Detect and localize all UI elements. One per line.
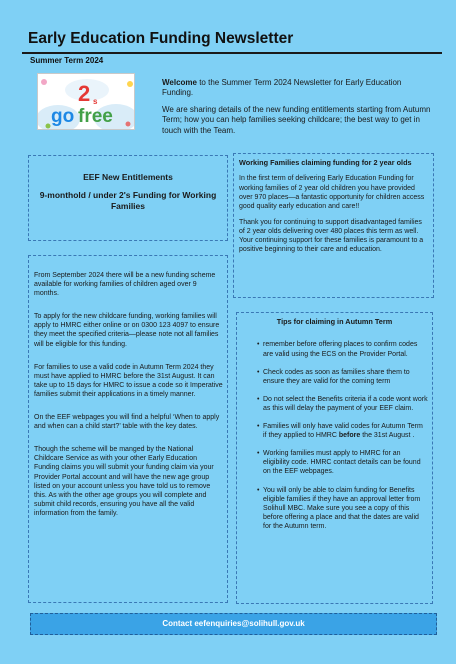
welcome-text: to the Summer Term 2024 Newsletter for Early Education Funding.: [162, 78, 402, 98]
working-families-para-2: Thank you for continuing to support disadvantaged families of 2 year olds delivering over 480 places this term as well. Your continuing support for these families is paramount to a positive beginning to their care and education.: [239, 218, 424, 254]
tip-text: Check codes as soon as families share them to ensure they are valid for the coming term: [263, 368, 410, 385]
newsletter-title: Early Education Funding Newsletter: [28, 30, 294, 47]
bullet-icon: •: [257, 486, 260, 494]
logo-suffix: s: [93, 97, 98, 106]
working-families-box: [233, 153, 434, 298]
bullet-icon: •: [257, 423, 260, 431]
funding-para-4: On the EEF webpages you will find a helpful ‘When to apply and when can a child start?’ table with the key dates.: [34, 414, 220, 431]
funding-info-box: [28, 255, 228, 603]
bullet-icon: •: [257, 395, 260, 403]
intro-section: [162, 78, 432, 142]
funding-para-3: For families to use a valid code in Autumn Term 2024 they must have applied to HMRC before the 31st August. It can take up to 15 days for HMRC to issue a code so it Imperative families submit their applications in a timely manner.: [34, 363, 223, 398]
working-families-heading: Working Families claiming funding for 2 year olds: [239, 158, 412, 167]
intro-details: We are sharing details of the new funding entitlements starting from Autumn Term; how you can help families seeking childcare; the best way to get in touch with the Team.: [162, 104, 431, 135]
logo-number: 2: [78, 81, 91, 106]
funding-para-2: To apply for the new childcare funding, working families will apply to HMRC either online or on 0300 123 4097 to ensure they meet the specified criteria—please note not all families will be eligible for this funding.: [34, 313, 220, 348]
tip-item: [241, 422, 428, 440]
tip-item: [241, 395, 428, 413]
tip-item: [241, 368, 428, 386]
term-label: Summer Term 2024: [30, 56, 104, 65]
bullet-icon: •: [257, 341, 260, 349]
funding-para-1: From September 2024 there will be a new funding scheme available for working families of children aged over 9 months.: [34, 272, 216, 298]
tip-item: [241, 340, 428, 358]
logo-graphic: [38, 74, 135, 130]
tip-item: [241, 449, 428, 476]
two-go-free-logo: [37, 73, 135, 130]
intro-welcome: [162, 78, 432, 99]
logo-free: free: [78, 106, 113, 127]
tip-text-part: the 31st August .: [360, 432, 415, 440]
welcome-word: Welcome: [162, 78, 197, 87]
tip-text: Do not select the Benefits criteria if a code wont work as this will delay the payment of your EEF claim.: [263, 395, 428, 412]
working-families-para-1: In the first term of delivering Early Education Funding for working families of 2 year old children you have provided over 970 places—a fantastic opportunity for children access good quality early education and care!!: [239, 175, 425, 210]
tip-text: Working families must apply to HMRC for an eligibility code. HMRC contact details can be found on the EEF webpages.: [263, 450, 421, 476]
eef-heading: EEF New Entitlements: [83, 172, 173, 182]
tip-item: [241, 486, 428, 531]
eef-subheading: 9-monthold / under 2's Funding for Working Families: [39, 190, 217, 212]
eef-entitlements-box: [28, 155, 228, 241]
tips-box: [236, 312, 433, 604]
tip-text-emphasis: before: [338, 432, 361, 440]
bullet-icon: •: [257, 368, 260, 376]
newsletter-header: [22, 22, 442, 54]
bullet-icon: •: [257, 450, 260, 458]
tips-heading: Tips for claiming in Autumn Term: [276, 317, 393, 326]
tip-text: remember before offering places to confirm codes are valid using the ECS on the Provider Portal.: [263, 341, 418, 358]
logo-go: go: [51, 106, 75, 127]
tip-text: You will only be able to claim funding for Benefits eligible families if they have an approval letter from Solihull MBC. Make sure you see a copy of this before offering a place and that the dates are valid for the Autumn term.: [263, 486, 421, 530]
tip-text: [263, 422, 428, 440]
funding-para-5: Though the scheme will be manged by the National Childcare Service as with your other Early Education Funding claims you will submit your funding claim via your Provider Portal account and will have the new age group listed on your account unless you have told us to remove this. As with the other age groups you will complete and submit child records, ensuring you have all the valid information from the family.: [34, 446, 214, 517]
contact-email-link[interactable]: Contact eefenquiries@solihull.gov.uk: [30, 613, 437, 635]
tip-text-part: Families will only have valid codes for Autumn Term if they applied to HMRC: [263, 423, 423, 440]
